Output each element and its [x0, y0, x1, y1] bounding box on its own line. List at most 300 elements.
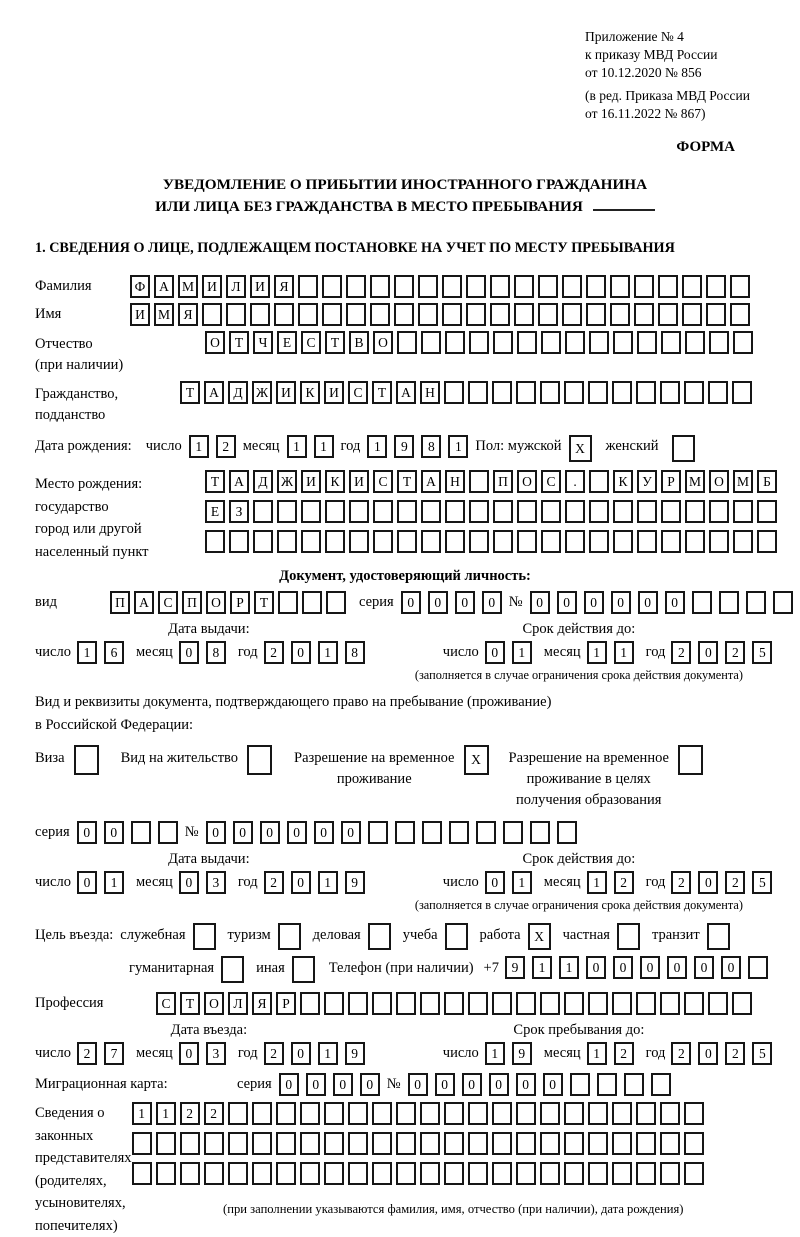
form-cell[interactable]: [469, 500, 489, 523]
form-cell[interactable]: 0: [489, 1073, 509, 1096]
form-cell[interactable]: О: [206, 591, 226, 614]
form-cell[interactable]: [730, 275, 750, 298]
form-cell[interactable]: 0: [694, 956, 714, 979]
form-cell[interactable]: [397, 500, 417, 523]
form-cell[interactable]: 1: [512, 641, 532, 664]
form-cell[interactable]: [613, 500, 633, 523]
form-cell[interactable]: [564, 1132, 584, 1155]
form-cell[interactable]: [276, 1132, 296, 1155]
form-cell[interactable]: 0: [291, 1042, 311, 1065]
form-cell[interactable]: [708, 381, 728, 404]
form-cell[interactable]: 0: [455, 591, 475, 614]
form-cell[interactable]: [564, 1162, 584, 1185]
form-cell[interactable]: [368, 923, 391, 950]
form-cell[interactable]: [588, 381, 608, 404]
form-cell[interactable]: [252, 1132, 272, 1155]
form-cell[interactable]: 2: [671, 871, 691, 894]
form-cell[interactable]: [373, 500, 393, 523]
form-cell[interactable]: 0: [721, 956, 741, 979]
form-cell[interactable]: [252, 1162, 272, 1185]
form-cell[interactable]: Я: [178, 303, 198, 326]
form-cell[interactable]: [420, 1102, 440, 1125]
form-cell[interactable]: [252, 1102, 272, 1125]
form-cell[interactable]: Ч: [253, 331, 273, 354]
form-cell[interactable]: [685, 331, 705, 354]
form-cell[interactable]: [636, 381, 656, 404]
form-cell[interactable]: [613, 530, 633, 553]
form-cell[interactable]: О: [204, 992, 224, 1015]
form-cell[interactable]: [709, 530, 729, 553]
form-cell[interactable]: [732, 381, 752, 404]
form-cell[interactable]: [562, 303, 582, 326]
form-cell[interactable]: [588, 1102, 608, 1125]
form-cell[interactable]: 9: [345, 871, 365, 894]
form-cell[interactable]: [612, 1162, 632, 1185]
form-cell[interactable]: 7: [104, 1042, 124, 1065]
form-cell[interactable]: [274, 303, 294, 326]
form-cell[interactable]: 0: [611, 591, 631, 614]
form-cell[interactable]: [516, 992, 536, 1015]
form-cell[interactable]: Л: [228, 992, 248, 1015]
form-cell[interactable]: [651, 1073, 671, 1096]
form-cell[interactable]: В: [349, 331, 369, 354]
form-cell[interactable]: С: [158, 591, 178, 614]
form-cell[interactable]: [228, 1132, 248, 1155]
form-cell[interactable]: Н: [420, 381, 440, 404]
form-cell[interactable]: [733, 331, 753, 354]
form-cell[interactable]: 0: [698, 1042, 718, 1065]
form-cell[interactable]: 0: [333, 1073, 353, 1096]
form-cell[interactable]: 2: [77, 1042, 97, 1065]
form-cell[interactable]: [394, 303, 414, 326]
form-cell[interactable]: Я: [274, 275, 294, 298]
form-cell[interactable]: [757, 500, 777, 523]
form-cell[interactable]: [660, 1162, 680, 1185]
form-cell[interactable]: [637, 530, 657, 553]
form-cell[interactable]: 1: [559, 956, 579, 979]
form-cell[interactable]: 1: [156, 1102, 176, 1125]
form-cell[interactable]: [503, 821, 523, 844]
form-cell[interactable]: [468, 1102, 488, 1125]
form-cell[interactable]: И: [250, 275, 270, 298]
form-cell[interactable]: [564, 992, 584, 1015]
form-cell[interactable]: [538, 303, 558, 326]
form-cell[interactable]: 0: [287, 821, 307, 844]
form-cell[interactable]: Т: [180, 381, 200, 404]
form-cell[interactable]: 0: [291, 871, 311, 894]
form-cell[interactable]: [733, 530, 753, 553]
form-cell[interactable]: [589, 500, 609, 523]
form-cell[interactable]: [707, 923, 730, 950]
form-cell[interactable]: [540, 1132, 560, 1155]
form-cell[interactable]: [773, 591, 793, 614]
form-cell[interactable]: [421, 530, 441, 553]
form-cell[interactable]: [322, 303, 342, 326]
form-cell[interactable]: [442, 303, 462, 326]
form-cell[interactable]: Д: [228, 381, 248, 404]
form-cell[interactable]: [493, 500, 513, 523]
form-cell[interactable]: [637, 500, 657, 523]
form-cell[interactable]: [589, 530, 609, 553]
form-cell[interactable]: [445, 331, 465, 354]
form-cell[interactable]: [396, 1132, 416, 1155]
form-cell[interactable]: [132, 1132, 152, 1155]
form-cell[interactable]: [278, 923, 301, 950]
form-cell[interactable]: 1: [512, 871, 532, 894]
form-cell[interactable]: [395, 821, 415, 844]
form-cell[interactable]: [636, 1162, 656, 1185]
form-cell[interactable]: 0: [408, 1073, 428, 1096]
form-cell[interactable]: [372, 1132, 392, 1155]
form-cell[interactable]: 9: [505, 956, 525, 979]
form-cell[interactable]: 9: [394, 435, 414, 458]
form-cell[interactable]: А: [134, 591, 154, 614]
form-cell[interactable]: [748, 956, 768, 979]
form-cell[interactable]: [685, 530, 705, 553]
form-cell[interactable]: [421, 500, 441, 523]
form-cell[interactable]: Т: [180, 992, 200, 1015]
form-cell[interactable]: [613, 331, 633, 354]
form-cell[interactable]: [588, 1132, 608, 1155]
form-cell[interactable]: [156, 1132, 176, 1155]
form-cell[interactable]: [565, 530, 585, 553]
form-cell[interactable]: 1: [485, 1042, 505, 1065]
form-cell[interactable]: [278, 591, 298, 614]
form-cell[interactable]: [678, 745, 703, 775]
form-cell[interactable]: К: [325, 470, 345, 493]
form-cell[interactable]: 0: [462, 1073, 482, 1096]
form-cell[interactable]: С: [301, 331, 321, 354]
form-cell[interactable]: 2: [204, 1102, 224, 1125]
form-cell[interactable]: [514, 275, 534, 298]
form-cell[interactable]: [541, 500, 561, 523]
form-cell[interactable]: [589, 470, 609, 493]
form-cell[interactable]: [684, 1132, 704, 1155]
form-cell[interactable]: [517, 500, 537, 523]
form-cell[interactable]: [541, 331, 561, 354]
form-cell[interactable]: [634, 275, 654, 298]
form-cell[interactable]: [301, 530, 321, 553]
form-cell[interactable]: 2: [264, 871, 284, 894]
form-cell[interactable]: [445, 923, 468, 950]
form-cell[interactable]: 0: [77, 871, 97, 894]
form-cell[interactable]: [442, 275, 462, 298]
form-cell[interactable]: [298, 275, 318, 298]
form-cell[interactable]: [564, 381, 584, 404]
form-cell[interactable]: [418, 303, 438, 326]
form-cell[interactable]: 0: [665, 591, 685, 614]
form-cell[interactable]: X: [528, 923, 551, 950]
form-cell[interactable]: 1: [587, 871, 607, 894]
form-cell[interactable]: [372, 992, 392, 1015]
form-cell[interactable]: А: [204, 381, 224, 404]
form-cell[interactable]: 0: [206, 821, 226, 844]
form-cell[interactable]: [253, 530, 273, 553]
form-cell[interactable]: [420, 992, 440, 1015]
form-cell[interactable]: [300, 1132, 320, 1155]
form-cell[interactable]: 2: [671, 641, 691, 664]
form-cell[interactable]: [326, 591, 346, 614]
form-cell[interactable]: [348, 992, 368, 1015]
form-cell[interactable]: 1: [287, 435, 307, 458]
form-cell[interactable]: И: [202, 275, 222, 298]
form-cell[interactable]: 1: [587, 641, 607, 664]
form-cell[interactable]: [658, 303, 678, 326]
form-cell[interactable]: [588, 1162, 608, 1185]
form-cell[interactable]: 0: [341, 821, 361, 844]
form-cell[interactable]: [538, 275, 558, 298]
form-cell[interactable]: [277, 500, 297, 523]
form-cell[interactable]: [612, 992, 632, 1015]
form-cell[interactable]: [131, 821, 151, 844]
form-cell[interactable]: [247, 745, 272, 775]
form-cell[interactable]: [516, 1132, 536, 1155]
form-cell[interactable]: 1: [318, 1042, 338, 1065]
form-cell[interactable]: [466, 303, 486, 326]
form-cell[interactable]: Е: [205, 500, 225, 523]
form-cell[interactable]: 0: [638, 591, 658, 614]
form-cell[interactable]: 0: [613, 956, 633, 979]
form-cell[interactable]: М: [733, 470, 753, 493]
form-cell[interactable]: [562, 275, 582, 298]
form-cell[interactable]: [636, 1102, 656, 1125]
form-cell[interactable]: Т: [254, 591, 274, 614]
form-cell[interactable]: [476, 821, 496, 844]
form-cell[interactable]: 1: [587, 1042, 607, 1065]
form-cell[interactable]: [636, 992, 656, 1015]
form-cell[interactable]: 0: [543, 1073, 563, 1096]
form-cell[interactable]: [324, 1132, 344, 1155]
form-cell[interactable]: [516, 1162, 536, 1185]
form-cell[interactable]: [445, 500, 465, 523]
form-cell[interactable]: 0: [306, 1073, 326, 1096]
form-cell[interactable]: 0: [530, 591, 550, 614]
form-cell[interactable]: [156, 1162, 176, 1185]
form-cell[interactable]: [204, 1132, 224, 1155]
form-cell[interactable]: [394, 275, 414, 298]
form-cell[interactable]: 1: [104, 871, 124, 894]
form-cell[interactable]: О: [517, 470, 537, 493]
form-cell[interactable]: Р: [230, 591, 250, 614]
form-cell[interactable]: О: [205, 331, 225, 354]
form-cell[interactable]: [469, 530, 489, 553]
form-cell[interactable]: [514, 303, 534, 326]
form-cell[interactable]: К: [300, 381, 320, 404]
form-cell[interactable]: [708, 992, 728, 1015]
form-cell[interactable]: [449, 821, 469, 844]
form-cell[interactable]: [492, 381, 512, 404]
form-cell[interactable]: 2: [614, 1042, 634, 1065]
form-cell[interactable]: 8: [421, 435, 441, 458]
form-cell[interactable]: А: [396, 381, 416, 404]
form-cell[interactable]: [517, 331, 537, 354]
form-cell[interactable]: 1: [318, 871, 338, 894]
form-cell[interactable]: Т: [325, 331, 345, 354]
form-cell[interactable]: [468, 992, 488, 1015]
form-cell[interactable]: [490, 275, 510, 298]
form-cell[interactable]: [373, 530, 393, 553]
form-cell[interactable]: [324, 1102, 344, 1125]
form-cell[interactable]: [709, 331, 729, 354]
form-cell[interactable]: [746, 591, 766, 614]
form-cell[interactable]: 0: [435, 1073, 455, 1096]
form-cell[interactable]: [180, 1162, 200, 1185]
form-cell[interactable]: [586, 303, 606, 326]
form-cell[interactable]: [661, 500, 681, 523]
form-cell[interactable]: [180, 1132, 200, 1155]
form-cell[interactable]: [468, 1132, 488, 1155]
form-cell[interactable]: 2: [725, 871, 745, 894]
form-cell[interactable]: [444, 381, 464, 404]
form-cell[interactable]: [492, 1102, 512, 1125]
form-cell[interactable]: [612, 1132, 632, 1155]
form-cell[interactable]: [276, 1162, 296, 1185]
form-cell[interactable]: [349, 500, 369, 523]
form-cell[interactable]: [226, 303, 246, 326]
form-cell[interactable]: [422, 821, 442, 844]
form-cell[interactable]: [444, 1162, 464, 1185]
form-cell[interactable]: [298, 303, 318, 326]
form-cell[interactable]: 0: [179, 1042, 199, 1065]
form-cell[interactable]: Т: [372, 381, 392, 404]
form-cell[interactable]: [490, 303, 510, 326]
form-cell[interactable]: [292, 956, 315, 983]
form-cell[interactable]: 0: [516, 1073, 536, 1096]
form-cell[interactable]: [588, 992, 608, 1015]
form-cell[interactable]: [730, 303, 750, 326]
form-cell[interactable]: [637, 331, 657, 354]
form-cell[interactable]: X: [569, 435, 592, 462]
form-cell[interactable]: [253, 500, 273, 523]
form-cell[interactable]: [492, 992, 512, 1015]
form-cell[interactable]: [732, 992, 752, 1015]
form-cell[interactable]: 0: [485, 871, 505, 894]
form-cell[interactable]: [557, 821, 577, 844]
form-cell[interactable]: [658, 275, 678, 298]
form-cell[interactable]: [660, 992, 680, 1015]
form-cell[interactable]: 9: [345, 1042, 365, 1065]
form-cell[interactable]: [229, 530, 249, 553]
form-cell[interactable]: Р: [276, 992, 296, 1015]
form-cell[interactable]: 0: [77, 821, 97, 844]
form-cell[interactable]: 0: [291, 641, 311, 664]
form-cell[interactable]: [132, 1162, 152, 1185]
form-cell[interactable]: [322, 275, 342, 298]
form-cell[interactable]: М: [154, 303, 174, 326]
form-cell[interactable]: [421, 331, 441, 354]
form-cell[interactable]: [660, 381, 680, 404]
form-cell[interactable]: [202, 303, 222, 326]
form-cell[interactable]: И: [301, 470, 321, 493]
form-cell[interactable]: [396, 1162, 416, 1185]
form-cell[interactable]: Б: [757, 470, 777, 493]
form-cell[interactable]: И: [130, 303, 150, 326]
form-cell[interactable]: [325, 530, 345, 553]
form-cell[interactable]: [301, 500, 321, 523]
form-cell[interactable]: [444, 1102, 464, 1125]
form-cell[interactable]: 2: [216, 435, 236, 458]
form-cell[interactable]: П: [110, 591, 130, 614]
form-cell[interactable]: [709, 500, 729, 523]
form-cell[interactable]: [397, 331, 417, 354]
form-cell[interactable]: 2: [180, 1102, 200, 1125]
form-cell[interactable]: [565, 331, 585, 354]
form-cell[interactable]: Ф: [130, 275, 150, 298]
form-cell[interactable]: Ж: [252, 381, 272, 404]
form-cell[interactable]: .: [565, 470, 585, 493]
form-cell[interactable]: [324, 1162, 344, 1185]
form-cell[interactable]: [530, 821, 550, 844]
form-cell[interactable]: [370, 275, 390, 298]
form-cell[interactable]: К: [613, 470, 633, 493]
form-cell[interactable]: И: [276, 381, 296, 404]
form-cell[interactable]: [684, 992, 704, 1015]
form-cell[interactable]: 2: [671, 1042, 691, 1065]
form-cell[interactable]: [397, 530, 417, 553]
form-cell[interactable]: [661, 530, 681, 553]
form-cell[interactable]: [193, 923, 216, 950]
form-cell[interactable]: 0: [698, 641, 718, 664]
form-cell[interactable]: [346, 275, 366, 298]
form-cell[interactable]: Е: [277, 331, 297, 354]
form-cell[interactable]: 0: [640, 956, 660, 979]
form-cell[interactable]: [597, 1073, 617, 1096]
form-cell[interactable]: [540, 992, 560, 1015]
form-cell[interactable]: [469, 470, 489, 493]
form-cell[interactable]: У: [637, 470, 657, 493]
form-cell[interactable]: З: [229, 500, 249, 523]
form-cell[interactable]: [325, 500, 345, 523]
form-cell[interactable]: 1: [77, 641, 97, 664]
form-cell[interactable]: Д: [253, 470, 273, 493]
form-cell[interactable]: Н: [445, 470, 465, 493]
form-cell[interactable]: [612, 381, 632, 404]
form-cell[interactable]: [661, 331, 681, 354]
form-cell[interactable]: [348, 1162, 368, 1185]
form-cell[interactable]: [570, 1073, 590, 1096]
form-cell[interactable]: Я: [252, 992, 272, 1015]
form-cell[interactable]: Ж: [277, 470, 297, 493]
form-cell[interactable]: [540, 1162, 560, 1185]
form-cell[interactable]: 3: [206, 871, 226, 894]
form-cell[interactable]: [396, 992, 416, 1015]
form-cell[interactable]: 5: [752, 641, 772, 664]
form-cell[interactable]: [564, 1102, 584, 1125]
form-cell[interactable]: [636, 1132, 656, 1155]
form-cell[interactable]: [706, 303, 726, 326]
form-cell[interactable]: [517, 530, 537, 553]
form-cell[interactable]: П: [493, 470, 513, 493]
form-cell[interactable]: 2: [264, 1042, 284, 1065]
form-cell[interactable]: [684, 1162, 704, 1185]
form-cell[interactable]: [300, 992, 320, 1015]
form-cell[interactable]: 6: [104, 641, 124, 664]
form-cell[interactable]: [468, 381, 488, 404]
form-cell[interactable]: [682, 303, 702, 326]
form-cell[interactable]: 0: [233, 821, 253, 844]
form-cell[interactable]: [420, 1132, 440, 1155]
form-cell[interactable]: [672, 435, 695, 462]
form-cell[interactable]: 8: [206, 641, 226, 664]
form-cell[interactable]: [706, 275, 726, 298]
form-cell[interactable]: 5: [752, 1042, 772, 1065]
form-cell[interactable]: 0: [279, 1073, 299, 1096]
form-cell[interactable]: [250, 303, 270, 326]
form-cell[interactable]: 1: [532, 956, 552, 979]
form-cell[interactable]: 1: [189, 435, 209, 458]
form-cell[interactable]: 0: [586, 956, 606, 979]
form-cell[interactable]: С: [541, 470, 561, 493]
